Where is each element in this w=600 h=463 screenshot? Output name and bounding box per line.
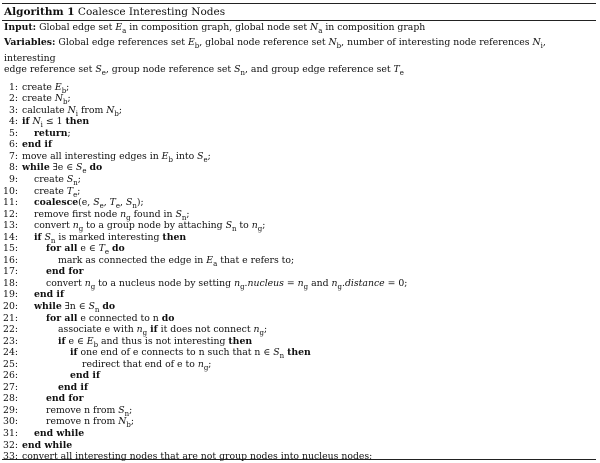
algorithm-line [2,266,596,278]
line-number: 17: [3,266,18,278]
algorithm-label: Algorithm 1 [4,6,75,18]
line-text: create $N_b$; [22,93,71,106]
line-text: convert $n_g$ to a nucleus node by setting $n_g.nucleus = n_g$ and $n_g.distance = 0$; [46,277,408,291]
variables-block [4,37,594,79]
algorithm-line [2,336,596,348]
line-text: convert all interesting nodes that are not group nodes into nucleus nodes; [22,451,373,463]
algorithm-header [2,21,596,82]
line-text: associate e with $n_g$ if it does not connect $n_g$; [58,324,268,337]
variables-label: Variables: [4,37,56,49]
line-number: 16: [3,254,18,266]
line-number: 31: [3,427,18,439]
line-number: 3: [8,104,18,116]
line-number: 9: [8,173,18,185]
line-number: 2: [8,93,18,105]
line-number: 20: [3,300,18,312]
line-number: 21: [3,312,18,324]
line-text: calculate $N_i$ from $N_b$; [22,104,123,118]
algorithm-line [2,197,596,209]
line-number: 6: [8,139,18,151]
line-number: 30: [3,416,18,428]
input-line [4,22,594,37]
variables-text-1: Global edge references set $E_b$, global node reference set $N_b$, number of interesting node references $N_i$, interesting [4,37,546,64]
line-text: create $E_b$; [22,81,70,95]
line-text: coalesce(e, $S_e$, $T_e$, $S_n$); [34,197,144,210]
line-text: end for [46,393,84,405]
line-number: 22: [3,324,18,336]
algorithm-line [2,174,596,186]
algorithm-line [2,289,596,301]
line-number: 10: [3,185,18,197]
line-text: move all interesting edges in $E_b$ into $S_e$; [22,150,211,164]
algorithm-lines [2,82,596,463]
line-text: mark as connected the edge in $E_a$ that e refers to; [58,254,295,268]
algorithm-line [2,382,596,394]
line-text: if one end of e connects to n such that n ∈ $S_n$ then [70,347,311,361]
variables-text-2: edge reference set $S_e$, group node reference set $S_n$, and group edge reference set $T_e$ [4,64,404,78]
algorithm-line [2,93,596,105]
line-text: create $S_n$; [34,173,81,187]
algorithm-line [2,105,596,117]
algorithm-line [2,370,596,382]
line-text: remove n from $S_n$; [46,404,133,418]
algorithm-line [2,162,596,174]
line-text: for all e ∈ $T_e$ do [46,243,125,257]
line-number: 5: [8,127,18,139]
line-number: 25: [3,358,18,370]
line-text: remove n from $N_b$; [46,416,135,430]
algorithm-line [2,232,596,244]
line-number: 11: [3,197,18,209]
line-text: while ∃e ∈ $S_e$ do [22,162,103,176]
algorithm-line [2,186,596,198]
input-label: Input: [4,22,37,33]
algorithm-line [2,313,596,325]
line-text: if e ∈ $E_b$ and thus is not interesting then [58,335,253,349]
line-number: 26: [3,370,18,382]
algorithm-line [2,243,596,255]
algorithm-line [2,347,596,359]
line-number: 1: [8,81,18,93]
line-text: end if [70,370,100,382]
line-text: redirect that end of e to $n_g$; [82,358,212,372]
line-number: 24: [3,347,18,359]
line-text: return; [34,127,71,139]
algorithm-line [2,440,596,452]
algorithm-line [2,220,596,232]
line-number: 27: [3,381,18,393]
algorithm-line [2,278,596,290]
algorithm-line [2,82,596,94]
line-text: if $N_i \le 1$ then [22,116,90,130]
input-text: Global edge set $E_a$ in composition graph, global node set $N_a$ in composition graph [39,22,426,35]
line-text: create $T_e$; [34,185,81,199]
algorithm-title: Coalesce Interesting Nodes [77,6,226,18]
algorithm-caption [2,4,596,21]
algorithm-line [2,428,596,440]
algorithm-line [2,416,596,428]
line-number: 15: [3,243,18,255]
line-text: end while [22,439,73,451]
line-number: 18: [3,277,18,289]
line-number: 33: [3,451,18,463]
algorithm-line [2,255,596,267]
line-number: 4: [8,116,18,128]
algorithm-line [2,151,596,163]
line-text: end if [22,139,52,151]
algorithm-line [2,393,596,405]
algorithm-line [2,359,596,371]
line-text: remove first node $n_g$ found in $S_n$; [34,208,190,222]
line-text: end if [58,381,88,393]
algorithm-line [2,324,596,336]
algorithm-line [2,128,596,140]
line-text: end for [46,266,84,278]
line-number: 12: [3,208,18,220]
line-number: 13: [3,220,18,232]
line-number: 7: [8,150,18,162]
algorithm-line [2,209,596,221]
line-text: if $S_n$ is marked interesting then [34,231,187,245]
line-text: for all e connected to n do [46,312,175,324]
algorithm-box [2,3,596,463]
algorithm-line [2,405,596,417]
line-number: 28: [3,393,18,405]
line-number: 23: [3,335,18,347]
line-text: end if [34,289,64,301]
line-text: end while [34,427,85,439]
algorithm-line [2,139,596,151]
algorithm-line [2,116,596,128]
line-number: 32: [3,439,18,451]
line-number: 8: [8,162,18,174]
line-number: 14: [3,231,18,243]
algorithm-line [2,451,596,463]
line-number: 19: [3,289,18,301]
line-text: convert $n_g$ to a group node by attaching $S_n$ to $n_g$; [34,220,266,233]
line-number: 29: [3,404,18,416]
algorithm-line [2,301,596,313]
line-text: while ∃n ∈ $S_n$ do [34,300,116,314]
